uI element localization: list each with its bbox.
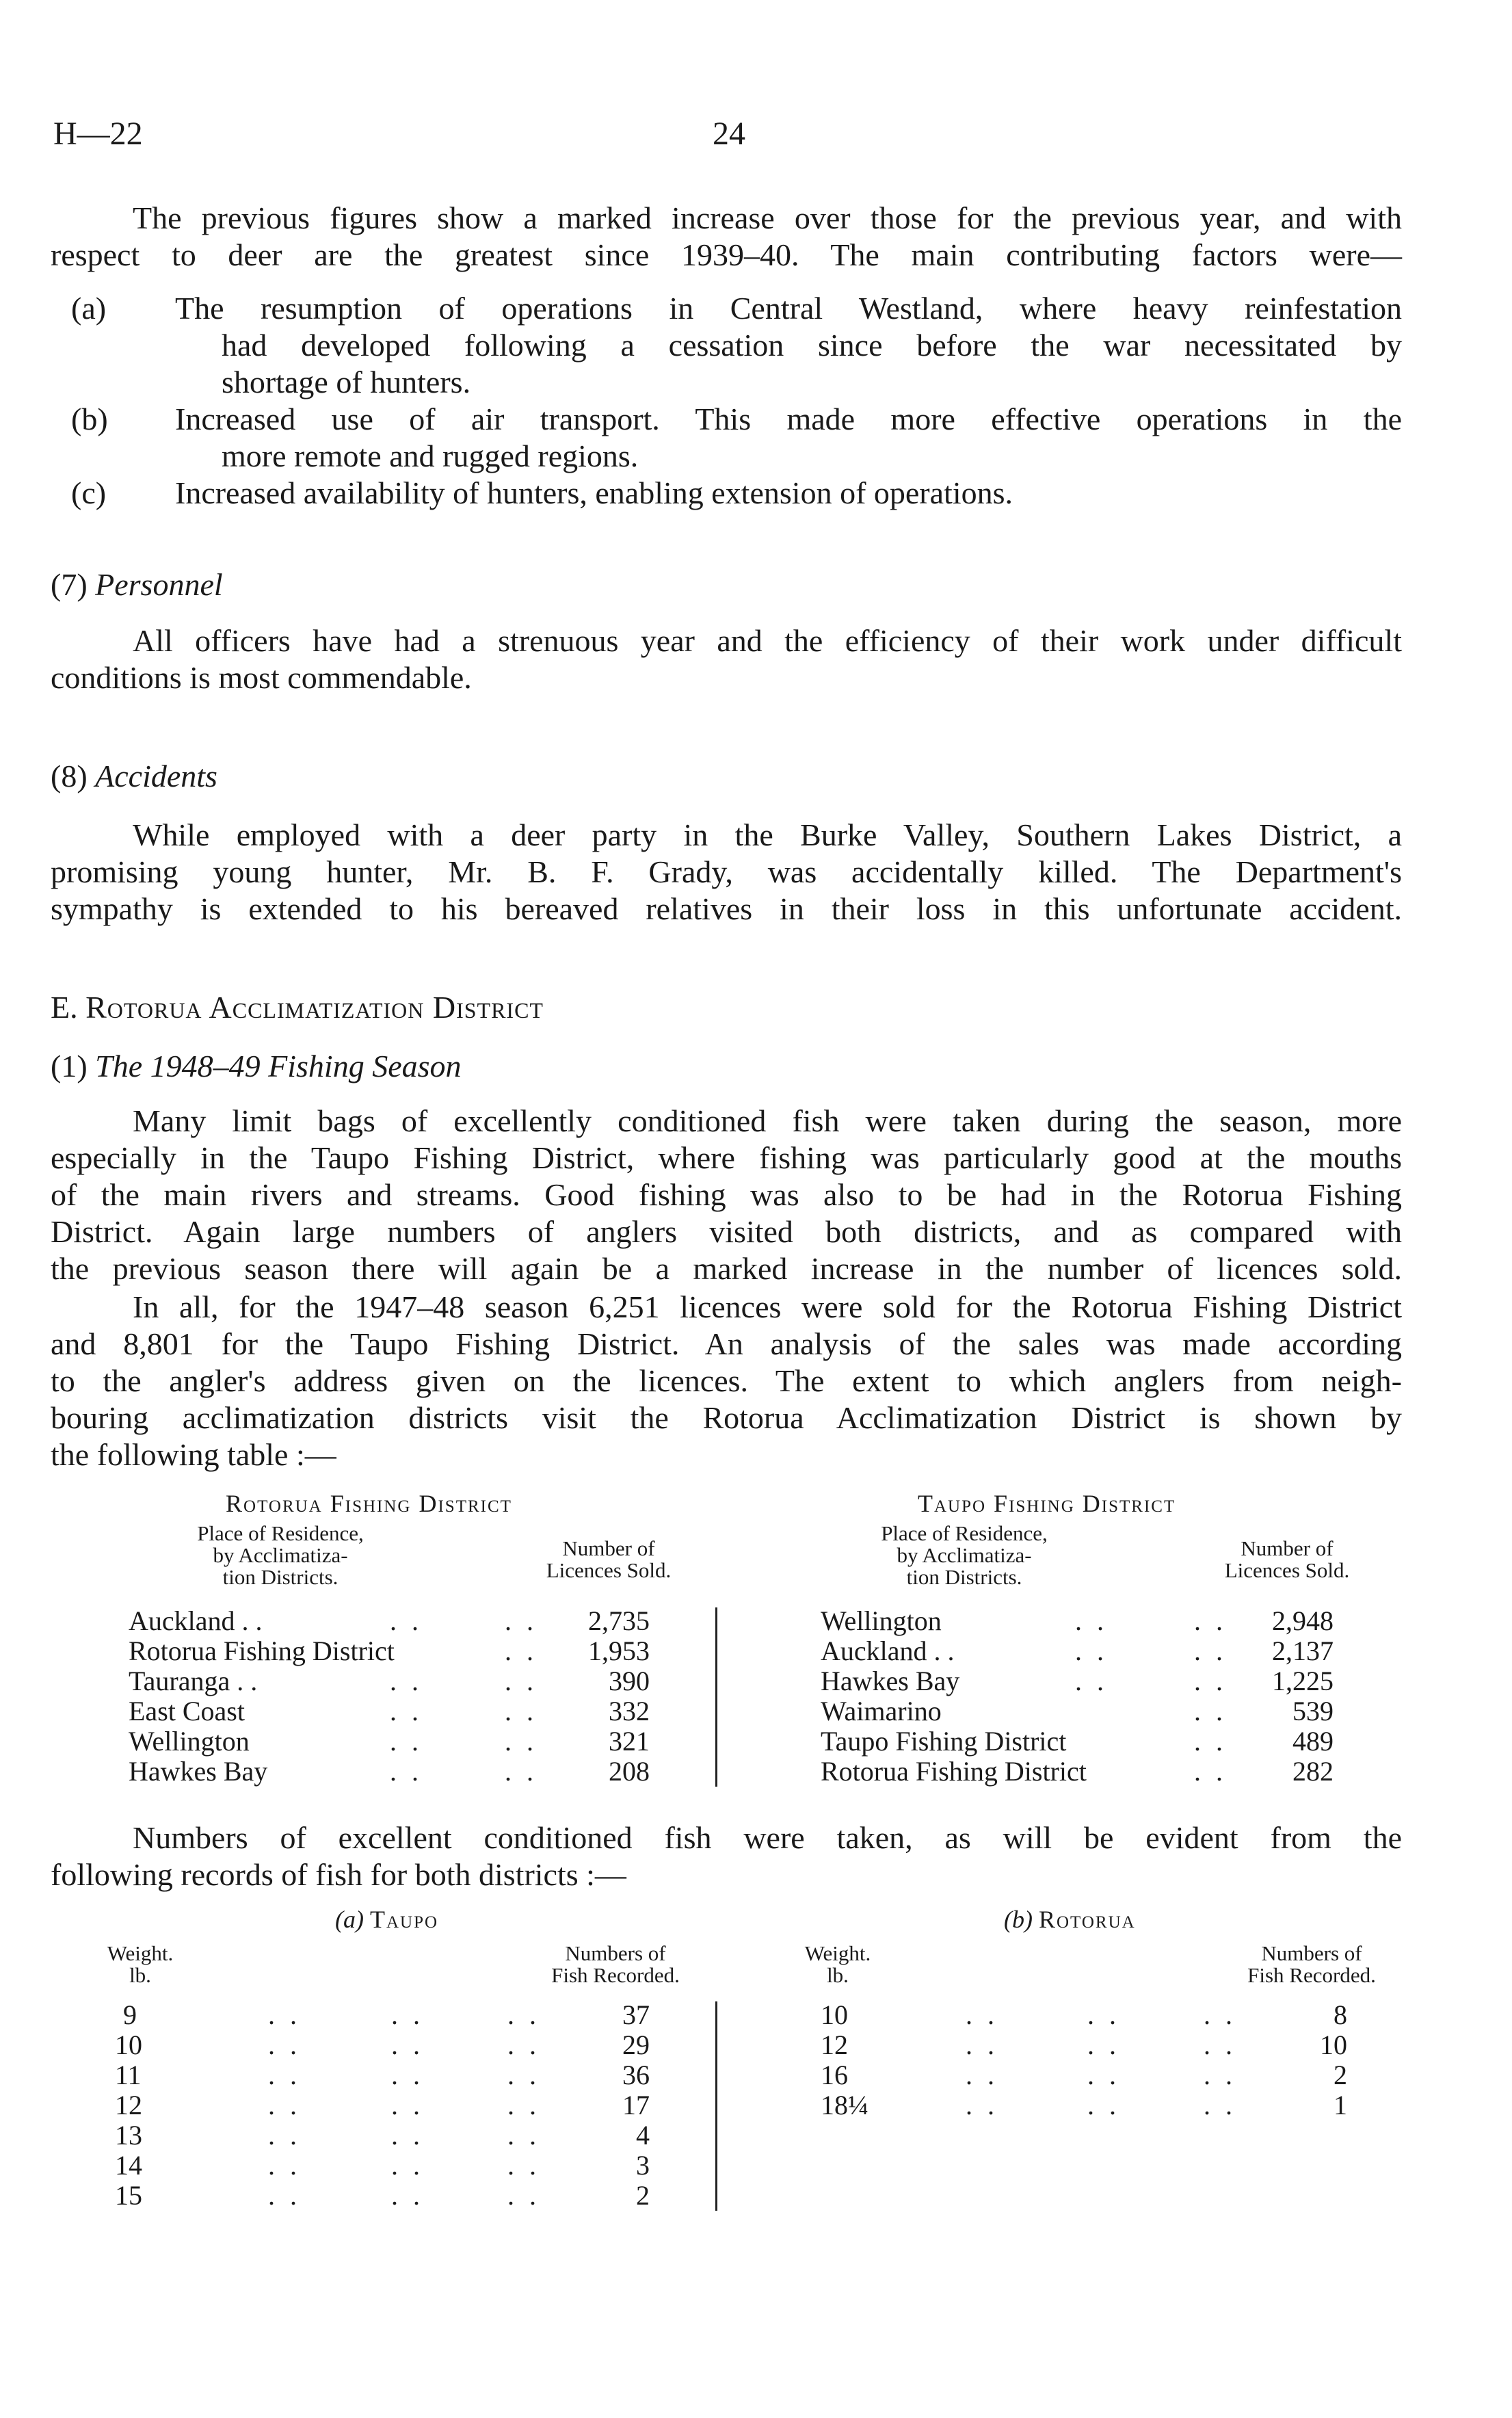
leader-dots: . . [505,1726,538,1757]
leader-dots: . . [268,2029,301,2060]
leader-dots: . . [268,2180,301,2211]
licence-place: Hawkes Bay [129,1756,268,1787]
personnel-heading [51,566,223,603]
licence-place: East Coast [129,1696,245,1726]
intro-line-1: The previous figures show a marked increase over those for the previous year, and with [133,200,1402,235]
licence-count: 2,137 [1272,1635,1334,1666]
factor-c-label: (c) [71,475,107,510]
leader-dots: . . [505,1605,538,1636]
leader-dots: . . [268,2090,301,2120]
leader-dots: . . [390,1605,423,1636]
fish-weight: 11 [115,2060,142,2090]
leader-dots: . . [966,2090,998,2120]
document-reference: H—22 [53,116,143,152]
fish-weight: 18¼ [821,2090,868,2120]
licence-place: Taupo Fishing District [821,1726,1067,1757]
leader-dots: . . [268,2060,301,2090]
rotorua-col-place: Place of Residence, by Acclimatiza- tion Districts. [197,1521,364,1589]
personnel-line-1: All officers have had a strenuous year and the efficiency of their work under difficult [133,623,1402,658]
rotorua-fish-table-label: (b) [1004,1906,1033,1933]
taupo-licence-table-title: Taupo Fishing District [918,1490,1176,1517]
leader-dots: . . [1194,1605,1227,1636]
leader-dots: . . [1194,1666,1227,1696]
fish-intro-line-1: Numbers of excellent conditioned fish were taken, as will be evident from the [133,1820,1402,1855]
taupo-col-number: Number of Licences Sold. [1224,1536,1350,1582]
leader-dots: . . [390,1726,423,1757]
fish-count: 3 [636,2150,650,2181]
fish-weight: 10 [821,1999,848,2030]
licence-place: Rotorua Fishing District [821,1756,1087,1787]
licence-place: Wellington [129,1726,250,1757]
season-para1-line-4: District. Again large numbers of anglers visited both districts, and as compared with [51,1214,1402,1249]
accidents-number: (8) [51,759,88,793]
fish-count: 37 [622,1999,650,2030]
fish-count: 36 [622,2060,650,2090]
licence-count: 1,953 [588,1635,650,1666]
leader-dots: . . [505,1666,538,1696]
accidents-heading [51,758,217,795]
leader-dots: . . [391,2060,424,2090]
season-para2-line-3: to the angler's address given on the licences. The extent to which anglers from neigh- [51,1363,1402,1398]
fish-count: 2 [636,2180,650,2211]
leader-dots: . . [390,1666,423,1696]
fish-count: 2 [1334,2060,1347,2090]
licence-place: Rotorua Fishing District [129,1635,395,1666]
fish-weight: 9 [123,1999,137,2030]
season-para1-line-3: of the main rivers and streams. Good fishing was also to be had in the Rotorua Fishing [51,1177,1402,1212]
leader-dots: . . [1194,1635,1227,1666]
season-para2-line-4: bouring acclimatization districts visit the Rotorua Acclimatization District is shown by [51,1400,1402,1435]
leader-dots: . . [1087,2090,1120,2120]
factor-a-line-1: The resumption of operations in Central Westland, where heavy reinfestation [175,291,1402,326]
licence-count: 2,948 [1272,1605,1334,1636]
leader-dots: . . [505,1635,538,1666]
leader-dots: . . [268,2120,301,2151]
fish-weight: 12 [821,2029,848,2060]
fishing-season-number: (1) [51,1049,88,1083]
leader-dots: . . [391,2150,424,2181]
rotorua-fish-table-name: Rotorua [1038,1906,1136,1933]
licence-count: 390 [609,1666,650,1696]
leader-dots: . . [966,2060,998,2090]
licence-place: Auckland . . [129,1605,263,1636]
leader-dots: . . [390,1696,423,1726]
leader-dots: . . [505,1696,538,1726]
leader-dots: . . [507,2060,540,2090]
factor-a-label: (a) [71,291,107,326]
leader-dots: . . [1075,1605,1108,1636]
taupo-col-number: Numbers of Fish Recorded. [551,1941,680,1987]
fish-count: 17 [622,2090,650,2120]
season-para1-line-1: Many limit bags of excellently conditioned fish were taken during the season, more [133,1103,1402,1138]
leader-dots: . . [507,2180,540,2211]
personnel-number: (7) [51,567,88,602]
section-e-heading [51,989,544,1026]
taupo-fish-table-title [335,1905,438,1934]
leader-dots: . . [1194,1726,1227,1757]
rotorua-col-number: Number of Licences Sold. [546,1536,672,1582]
licence-count: 282 [1292,1756,1334,1787]
leader-dots: . . [1194,1696,1227,1726]
licence-count: 208 [609,1756,650,1787]
leader-dots: . . [966,1999,998,2030]
taupo-col-weight: Weight. lb. [107,1941,174,1987]
fish-weight: 10 [115,2029,142,2060]
leader-dots: . . [391,2090,424,2120]
leader-dots: . . [507,2090,540,2120]
licence-place: Auckland . . [821,1635,955,1666]
fish-count: 8 [1334,1999,1347,2030]
leader-dots: . . [268,1999,301,2030]
accidents-line-1: While employed with a deer party in the Burke Valley, Southern Lakes District, a [133,817,1402,852]
leader-dots: . . [1087,2029,1120,2060]
section-e-label: E. [51,990,78,1025]
season-para2-line-1: In all, for the 1947–48 season 6,251 licences were sold for the Rotorua Fishing District [133,1289,1402,1324]
accidents-title: Accidents [95,759,217,793]
fishing-season-heading [51,1048,462,1085]
fish-count: 4 [636,2120,650,2151]
fish-intro-line-2: following records of fish for both districts :— [51,1857,626,1892]
leader-dots: . . [1194,1756,1227,1787]
leader-dots: . . [1204,2029,1236,2060]
fish-weight: 14 [115,2150,142,2181]
fishing-season-title: The 1948–49 Fishing Season [95,1049,462,1083]
leader-dots: . . [505,1756,538,1787]
licence-count: 539 [1292,1696,1334,1726]
fish-weight: 16 [821,2060,848,2090]
section-e-title: Rotorua Acclimatization District [85,990,544,1025]
taupo-col-place: Place of Residence, by Acclimatiza- tion Districts. [881,1521,1048,1589]
leader-dots: . . [1075,1666,1108,1696]
season-para1-line-2: especially in the Taupo Fishing District, where fishing was particularly good at the mouths [51,1140,1402,1175]
factor-b-label: (b) [71,402,108,436]
licence-place: Tauranga . . [129,1666,258,1696]
licence-count: 1,225 [1272,1666,1334,1696]
rotorua-fish-table-title [1004,1905,1136,1934]
fish-count: 1 [1334,2090,1347,2120]
fish-table-divider [715,2001,717,2211]
leader-dots: . . [391,2180,424,2211]
leader-dots: . . [1204,2060,1236,2090]
leader-dots: . . [391,2029,424,2060]
leader-dots: . . [1087,1999,1120,2030]
licence-count: 321 [609,1726,650,1757]
leader-dots: . . [507,1999,540,2030]
licence-count: 489 [1292,1726,1334,1757]
fish-count: 10 [1320,2029,1347,2060]
accidents-line-2: promising young hunter, Mr. B. F. Grady, was accidentally killed. The Department's [51,854,1402,889]
rotorua-licence-table-title: Rotorua Fishing District [226,1490,512,1517]
taupo-fish-table-label: (a) [335,1906,364,1933]
page-number: 24 [713,116,745,152]
licence-place: Wellington [821,1605,942,1636]
season-para2-line-5: the following table :— [51,1437,336,1472]
rotorua-col-weight: Weight. lb. [804,1941,871,1987]
season-para1-line-5: the previous season there will again be a marked increase in the number of licences sold. [51,1251,1402,1286]
fish-weight: 13 [115,2120,142,2151]
factor-a-line-3: shortage of hunters. [222,365,471,399]
rotorua-col-number: Numbers of Fish Recorded. [1247,1941,1376,1987]
leader-dots: . . [1087,2060,1120,2090]
personnel-line-2: conditions is most commendable. [51,660,472,695]
intro-line-2: respect to deer are the greatest since 1939–40. The main contributing factors were— [51,237,1402,272]
leader-dots: . . [966,2029,998,2060]
leader-dots: . . [391,2120,424,2151]
leader-dots: . . [391,1999,424,2030]
leader-dots: . . [507,2150,540,2181]
leader-dots: . . [268,2150,301,2181]
taupo-fish-table-name: Taupo [369,1906,439,1933]
factor-b-line-2: more remote and rugged regions. [222,438,639,473]
leader-dots: . . [1204,1999,1236,2030]
leader-dots: . . [390,1756,423,1787]
factor-c-line-1: Increased availability of hunters, enabling extension of operations. [175,475,1013,510]
leader-dots: . . [1204,2090,1236,2120]
licence-place: Hawkes Bay [821,1666,960,1696]
leader-dots: . . [507,2120,540,2151]
season-para2-line-2: and 8,801 for the Taupo Fishing District. An analysis of the sales was made according [51,1326,1402,1361]
licence-table-divider [715,1607,717,1787]
personnel-title: Personnel [95,567,223,602]
leader-dots: . . [507,2029,540,2060]
licence-place: Waimarino [821,1696,942,1726]
fish-weight: 15 [115,2180,142,2211]
licence-count: 2,735 [588,1605,650,1636]
fish-weight: 12 [115,2090,142,2120]
licence-count: 332 [609,1696,650,1726]
factor-b-line-1: Increased use of air transport. This made more effective operations in the [175,402,1402,436]
leader-dots: . . [1075,1635,1108,1666]
fish-count: 29 [622,2029,650,2060]
factor-a-line-2: had developed following a cessation since before the war necessitated by [222,328,1402,363]
accidents-line-3: sympathy is extended to his bereaved relatives in their loss in this unfortunate accident. [51,891,1402,926]
